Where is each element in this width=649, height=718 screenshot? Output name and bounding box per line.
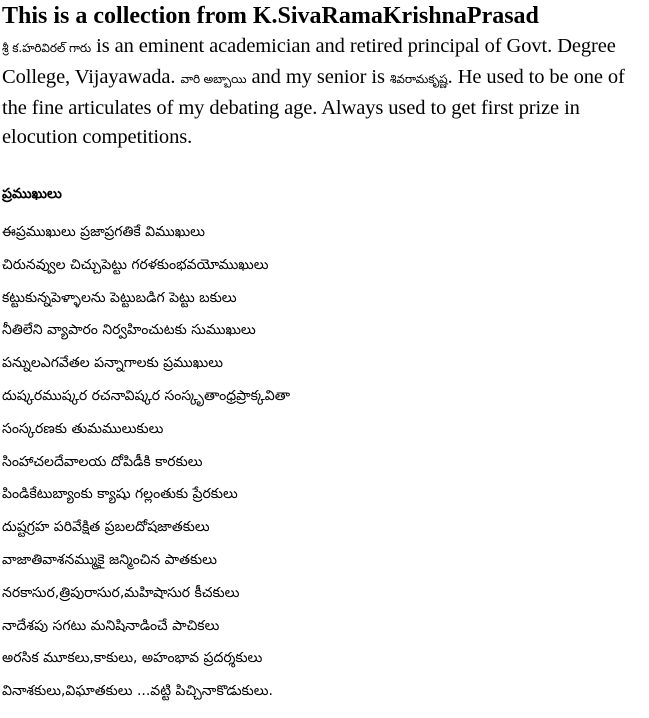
poem-line: ఈప్రముఖులు ప్రజాప్రగతికే విముఖులు [2, 224, 205, 240]
poem-line: దుష్టగ్రహ పరివేక్షిత ప్రబలదోషజాతకులు [2, 519, 210, 536]
intro-text-1: is an eminent academician and retired principal of Govt. Degree College, Vijayawada. [2, 35, 616, 88]
poem-line: పన్నులఎగవేతల పన్నాగాలకు ప్రముఖులు [2, 355, 223, 372]
poem-line: నాదేశపు సగటు మనిషినాడించే పాచికలు [2, 617, 220, 634]
poem-line: సింహాచలదేవాలయ దోపిడీకి కారకులు [2, 453, 203, 470]
poem-line: కట్టుకున్నపెళ్ళాలను పెట్టుబడిగ పెట్టు బకులు [2, 289, 237, 306]
poem-line: అరసిక మూకలు,కాకులు, అహంభావ ప్రదర్శకులు [2, 650, 263, 667]
intro-author-telugu: శివరామకృష్ణ [389, 72, 448, 86]
poem-line: పిండికేటుబ్యాంకు క్యాషు గల్లంతుకు ప్రేరకులు [2, 486, 238, 503]
intro-son-telugu: వారి అబ్బాయి [180, 72, 247, 86]
poem-line: సంస్కరణకు తుమములుకులు [2, 420, 164, 437]
poem-line: నీతిలేని వ్యాపారం నిర్వహించుటకు సుముఖులు [2, 322, 256, 339]
poem-line: నరకాసుర,త్రిపురాసుర,మహిషాసుర కీచకులు [2, 584, 240, 601]
poem-lines [2, 216, 290, 708]
poem-line: వాజాతివాశనమ్ముకై జన్మించిన పాతకులు [2, 551, 217, 568]
poem-line: చిరునవ్వుల చిచ్చుపెట్టు గరళకుంభవయోముఖులు [2, 256, 269, 273]
document-title: This is a collection from K.SivaRamaKrishnaPrasad [2, 3, 539, 29]
poem-title: ప్రముఖులు [2, 186, 62, 202]
intro-text-2: and my senior is [246, 66, 390, 88]
document [2, 0, 647, 700]
poem-line: దుష్కరముష్కర రచనావిష్కర సంస్కృతాంధ్రప్రాక్కవితా [2, 387, 291, 404]
poem-line: వినాశకులు,విఘాతకులు ...వట్టి పిచ్చినాకొడుకులు. [2, 683, 273, 700]
intro-name-telugu: శ్రీ క.హరివిరల్ గారు [2, 41, 92, 55]
intro-text-3: . He used to be one of the fine articulates of my debating age. Always used to get first prize in elocution competitions. [2, 66, 625, 148]
intro-paragraph [2, 32, 647, 152]
